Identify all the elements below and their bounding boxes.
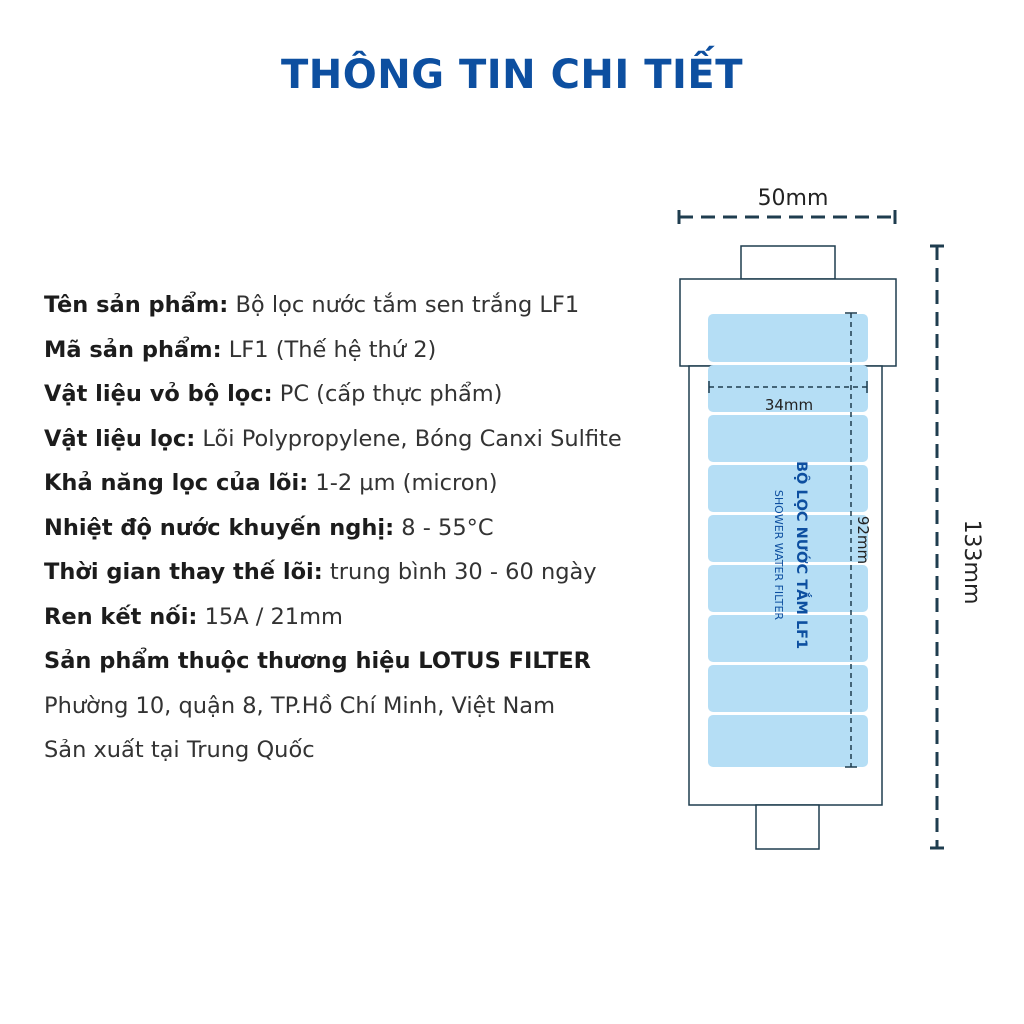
- product-name-label: BỘ LỌC NƯỚC TẮM LF1: [793, 460, 809, 650]
- spec-value: 1-2 µm (micron): [308, 470, 498, 496]
- spec-label: Thời gian thay thế lõi:: [44, 559, 323, 585]
- spec-label: Vật liệu vỏ bộ lọc:: [44, 381, 273, 407]
- core-segment: [708, 415, 868, 462]
- spec-label: Vật liệu lọc:: [44, 425, 196, 452]
- top-connector: [741, 246, 835, 279]
- core-segment: [708, 715, 868, 767]
- spec-value: trung bình 30 - 60 ngày: [322, 559, 597, 585]
- width-dimension-line: [679, 210, 895, 224]
- core-segment: [708, 465, 868, 512]
- core-segment: [708, 565, 868, 612]
- core-segment: [708, 665, 868, 712]
- core-segment: [708, 515, 868, 562]
- spec-value: Bộ lọc nước tắm sen trắng LF1: [228, 292, 580, 318]
- spec-value: Lõi Polypropylene, Bóng Canxi Sulfite: [195, 425, 622, 452]
- core-segment: [708, 314, 868, 362]
- spec-value: 15A / 21mm: [197, 603, 343, 630]
- origin-line: Sản xuất tại Trung Quốc: [44, 737, 315, 763]
- height-label: 133mm: [959, 519, 984, 605]
- core-segment: [708, 615, 868, 662]
- address-line: Phường 10, quận 8, TP.Hồ Chí Minh, Việt Nam: [44, 692, 556, 719]
- spec-label: Tên sản phẩm:: [44, 292, 229, 318]
- spec-value: 8 - 55°C: [394, 514, 494, 541]
- core-width-label: 34mm: [764, 396, 814, 414]
- spec-value: LF1 (Thế hệ thứ 2): [221, 336, 437, 363]
- product-subtitle-label: SHOWER WATER FILTER: [772, 489, 785, 621]
- height-dimension-line: [930, 246, 944, 848]
- spec-label: Nhiệt độ nước khuyến nghị:: [44, 514, 395, 541]
- bottom-connector: [756, 805, 819, 849]
- spec-label: Mã sản phẩm:: [44, 336, 222, 363]
- width-label: 50mm: [757, 186, 829, 211]
- spec-value: PC (cấp thực phẩm): [272, 381, 503, 407]
- core-height-label: 92mm: [854, 515, 872, 565]
- spec-label: Ren kết nối:: [44, 603, 198, 630]
- brand-line: Sản phẩm thuộc thương hiệu LOTUS FILTER: [44, 648, 592, 674]
- spec-label: Khả năng lọc của lõi:: [44, 470, 309, 496]
- filter-core-segments: [708, 314, 868, 767]
- page-title: THÔNG TIN CHI TIẾT: [281, 52, 743, 98]
